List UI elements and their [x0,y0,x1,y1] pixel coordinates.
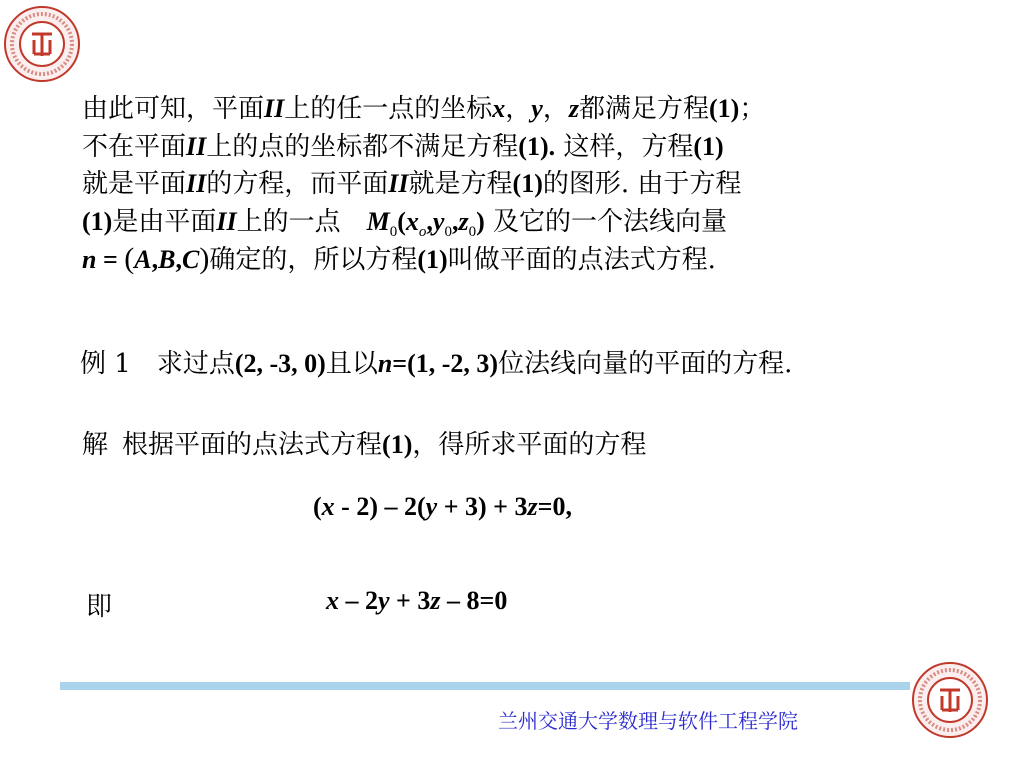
comma: , [426,206,433,236]
text: 就是方程 [408,169,513,199]
text: 都满足方程 [578,94,709,124]
var-y: y [432,206,445,236]
text: 根据平面的点法式方程 [122,430,383,460]
eq-part: - 2) – 2( [334,492,426,521]
var-z: z [430,586,441,615]
text: 就是平面 [82,169,187,199]
paren: ( [397,206,406,236]
var-B: B [158,245,176,274]
eq-part: + 3 [389,586,431,615]
paren: ) [476,206,485,236]
var-z: z [527,492,538,521]
text: 确定的，所以方程 [209,245,418,275]
subscript: o [418,223,427,240]
text: ， [542,94,569,124]
var-x: x [405,206,419,236]
eq-part: – 8=0 [440,586,508,615]
var-z: z [568,94,579,123]
var-x: x [492,94,506,123]
paren: ( [124,242,135,275]
text: 位法线向量的平面的方程. [498,349,793,379]
equation-ref: (1) [417,245,448,274]
text: 的方程，而平面 [206,169,389,199]
text: 及它的一个法线向量 [484,206,728,237]
eq-part: ( [313,492,322,521]
var-C: C [181,245,200,274]
comma: , [151,245,159,274]
footer-divider [60,682,910,690]
footer-institution: 兰州交通大学数理与软件工程学院 [498,709,798,733]
text: 叫做平面的点法式方程. [447,245,716,275]
eq-part: =0, [537,492,572,521]
equation-general [326,586,507,616]
var-x: x [321,492,335,521]
equation-ref: (1) [693,131,724,161]
plane-symbol: II [264,94,285,123]
subscript: 0 [468,223,477,240]
paragraph-line-2 [82,128,982,166]
text: ，得所求平面的方程 [412,430,647,460]
text: ， [505,94,532,124]
point-value: (2, -3, 0) [234,349,326,378]
plane-symbol: II [186,169,207,198]
equation-ref: (1) [512,169,543,198]
university-seal-icon [2,4,82,84]
solution-label: 解 [82,430,109,460]
normal-vector-symbol: n [377,349,393,378]
var-z: z [458,206,469,236]
equation-ref: (1) [82,206,113,236]
eq-part: – 2 [339,586,378,615]
normal-vector-symbol: n [82,245,97,274]
vector-value: =(1, -2, 3) [392,349,499,378]
comma: , [175,245,182,274]
text: 这样，方程 [555,131,694,162]
text: 是由平面 [112,206,217,237]
text: 上的点的坐标都不满足方程 [206,131,519,162]
ji-label: 即 [86,592,113,622]
equation-ref: (1) [709,94,740,123]
var-x: x [326,586,339,615]
text: 上的任一点的坐标 [284,94,493,124]
point-symbol: M [366,206,390,236]
equation-ref: (1) [382,430,413,459]
plane-symbol: II [186,131,207,161]
var-y: y [531,94,543,123]
paren: ) [199,242,210,275]
example-1 [80,343,792,380]
subscript: 0 [389,223,398,240]
text: 不在平面 [82,131,187,162]
solution-intro [82,424,646,461]
var-y: y [425,492,438,521]
text: 且以 [325,349,378,379]
var-A: A [134,245,152,274]
text: 由此可知，平面 [82,94,265,124]
text: 的图形. 由于方程 [542,169,742,199]
equation-ref: (1). [518,131,556,161]
text: 上的一点 [236,206,341,237]
plane-symbol: II [216,206,237,236]
main-paragraph [82,90,982,278]
eq-part: + 3) + 3 [437,492,528,521]
comma: , [451,206,459,236]
paragraph-line-4 [82,203,982,241]
text: ； [739,94,766,124]
equation-point-normal [313,492,572,522]
var-y: y [378,586,390,615]
subscript: 0 [444,223,452,240]
example-label: 例 1 [80,349,131,379]
paragraph-line-1 [82,90,982,128]
equals: = [96,245,125,274]
paragraph-line-3 [82,165,982,203]
university-seal-icon [910,660,990,740]
text: 求过点 [156,349,235,379]
paragraph-line-5 [82,240,982,278]
plane-symbol: II [388,169,409,198]
